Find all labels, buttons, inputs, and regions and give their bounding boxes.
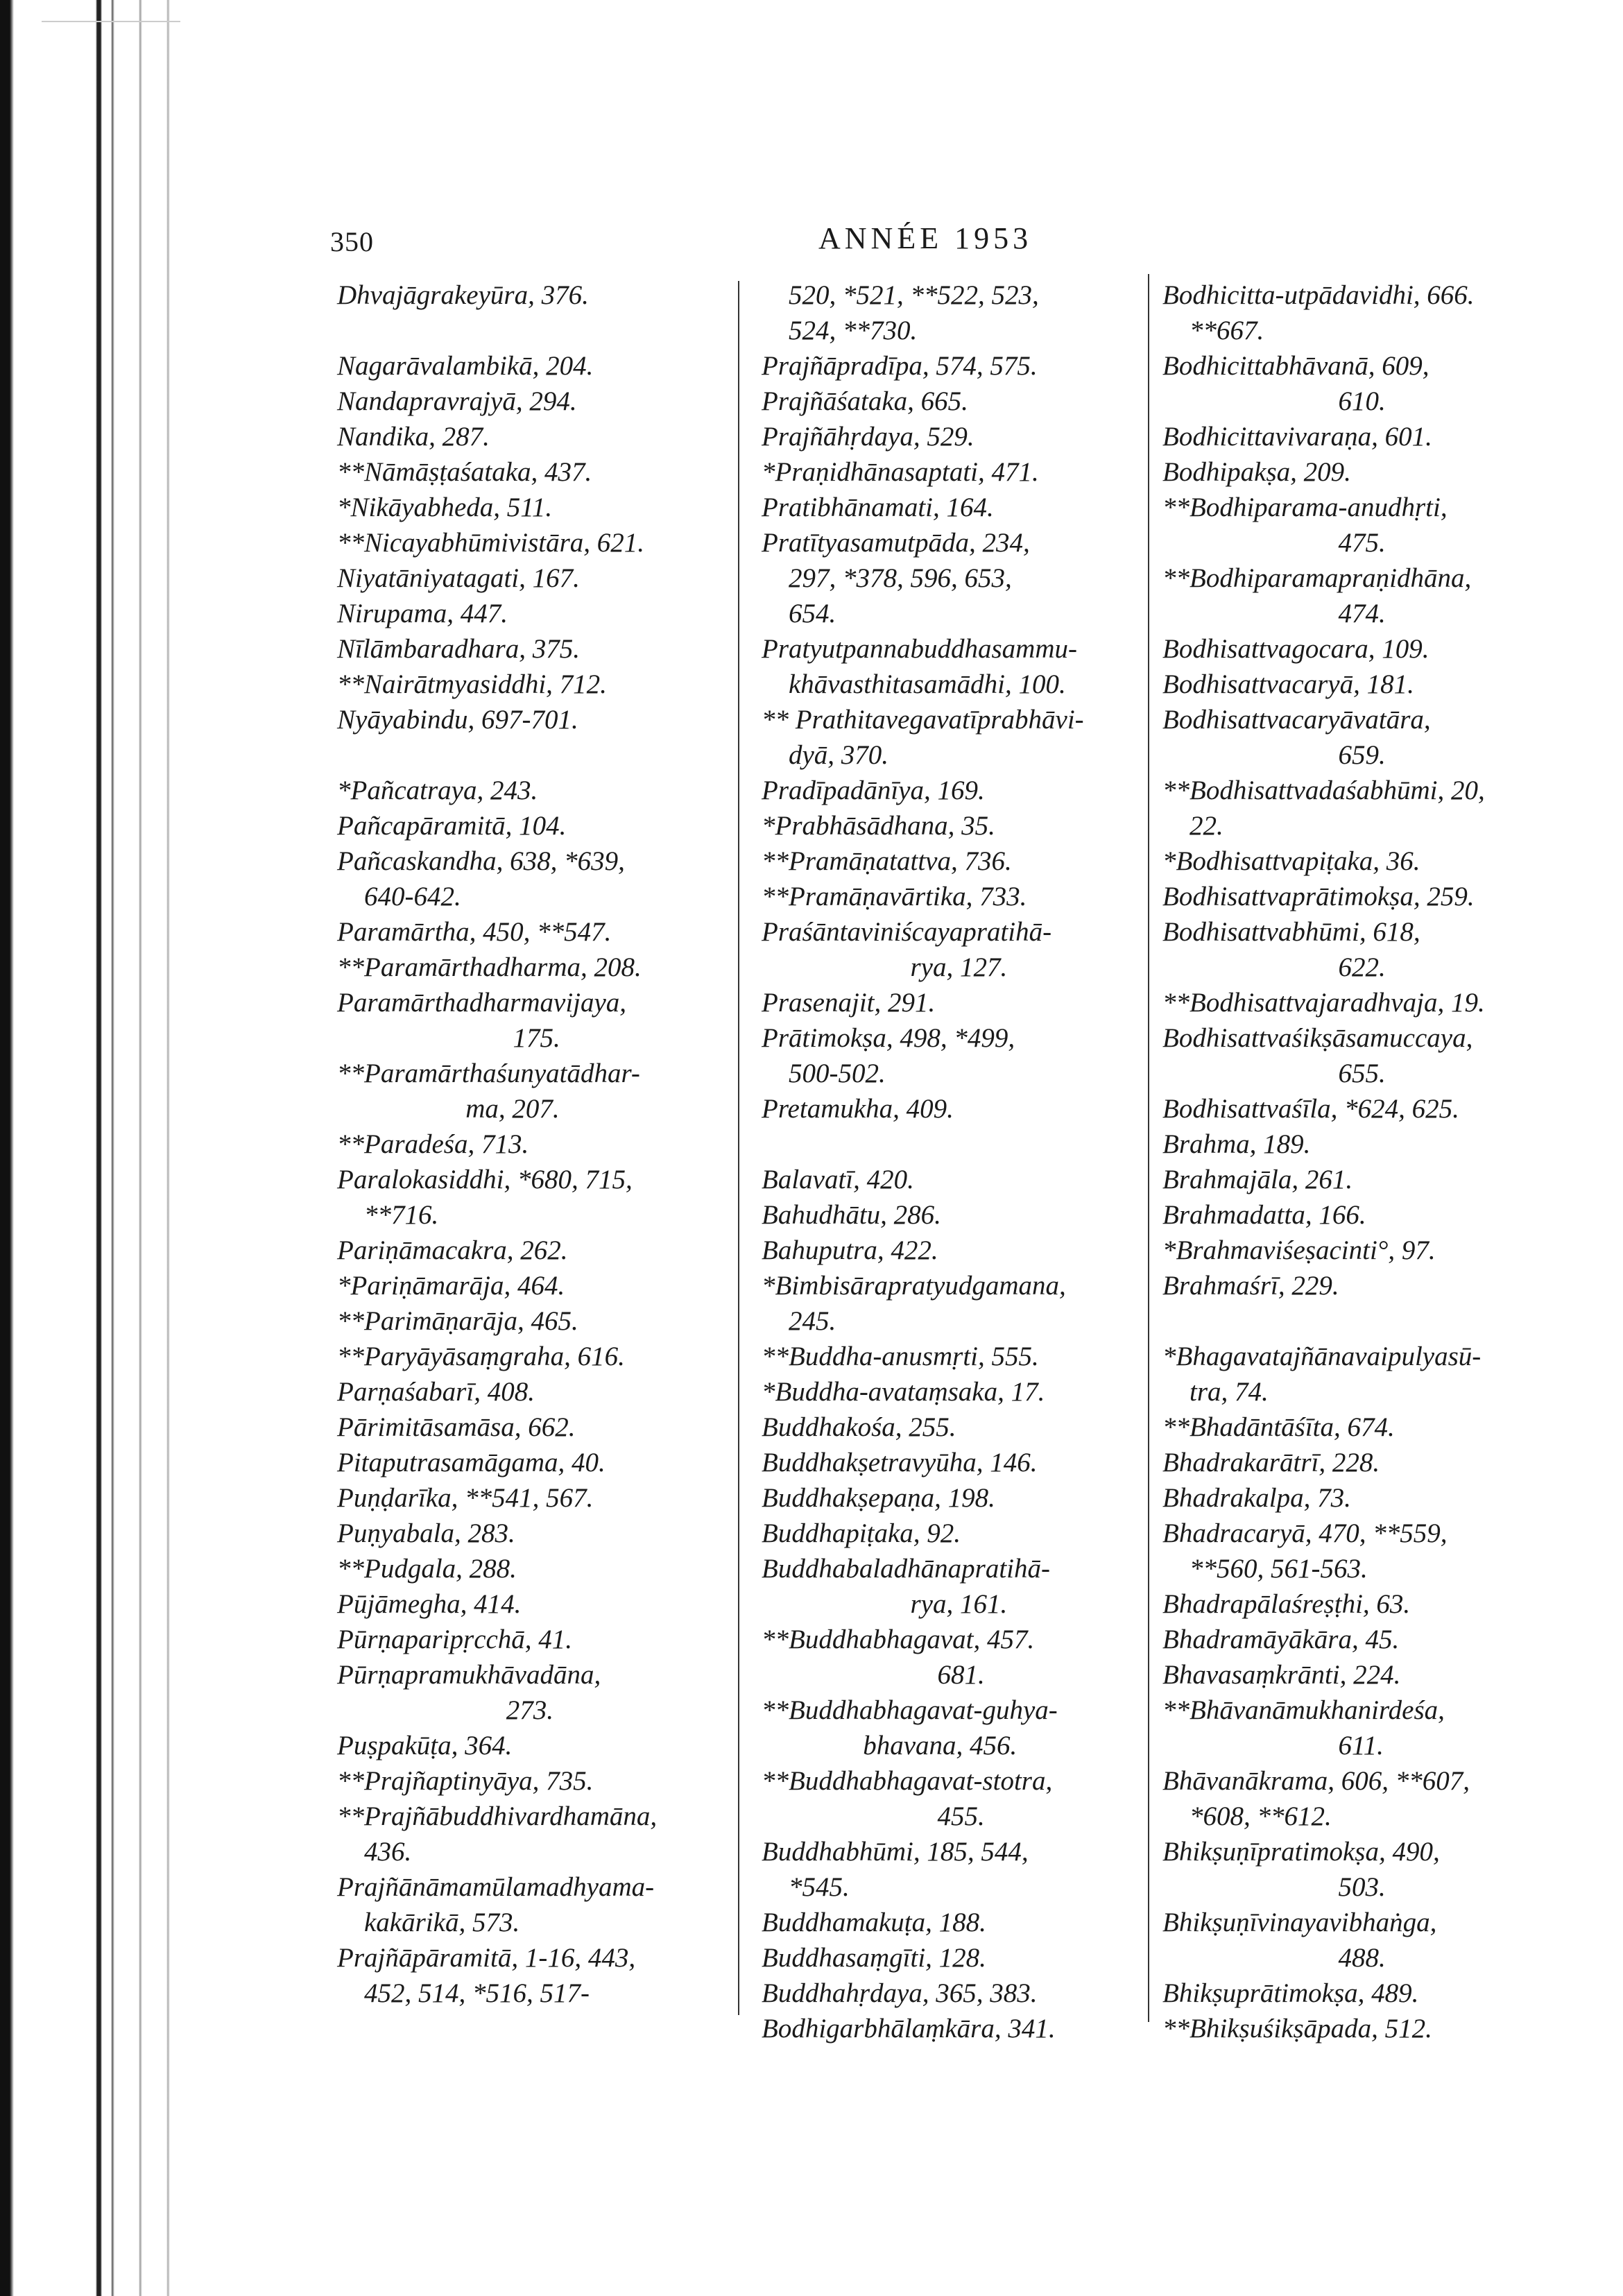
index-entry: Buddhapiṭaka, 92. xyxy=(762,1518,961,1548)
index-entry: Buddhabhūmi, 185, 544, xyxy=(762,1837,1029,1867)
index-entry: Nandapravrajyā, 294. xyxy=(337,386,577,416)
index-entry: **Bodhisattvadaśabhūmi, 20, xyxy=(1162,776,1485,805)
index-entry: Puṇḍarīka, **541, 567. xyxy=(337,1483,594,1513)
running-title: ANNÉE 1953 xyxy=(818,221,1033,255)
index-entry: 245. xyxy=(762,1306,836,1336)
index-entry: *608, **612. xyxy=(1162,1801,1332,1831)
index-entry: Buddhakṣetravyūha, 146. xyxy=(762,1448,1038,1477)
index-entry: Bodhisattvaprātimokṣa, 259. xyxy=(1162,882,1475,911)
index-entry: *Pariṇāmarāja, 464. xyxy=(337,1271,565,1301)
index-entry: **Buddhabhagavat-stotra, xyxy=(762,1766,1053,1796)
index-entry: Bodhisattvaśikṣāsamuccaya, xyxy=(1162,1023,1473,1053)
scan-artifact xyxy=(42,21,180,22)
index-entry: kakārikā, 573. xyxy=(337,1908,520,1937)
section-gap xyxy=(337,737,725,773)
index-entry: 622. xyxy=(1162,952,1386,982)
page-number: 350 xyxy=(330,226,374,257)
index-entry: Pratibhānamati, 164. xyxy=(762,492,994,522)
index-entry: Bhikṣuprātimokṣa, 489. xyxy=(1162,1978,1419,2008)
index-entry: Prātimokṣa, 498, *499, xyxy=(762,1023,1015,1053)
index-entry: 175. xyxy=(337,1023,560,1053)
index-entry: Bahuputra, 422. xyxy=(762,1235,938,1265)
index-entry: 610. xyxy=(1162,386,1386,416)
index-entry: Bodhigarbhālaṃkāra, 341. xyxy=(762,2014,1056,2044)
index-entry: Brahmajāla, 261. xyxy=(1162,1165,1353,1194)
index-entry: Pradīpadānīya, 169. xyxy=(762,776,985,805)
index-entry: Buddhahṛdaya, 365, 383. xyxy=(762,1978,1038,2008)
index-entry: **Nicayabhūmivistāra, 621. xyxy=(337,528,645,558)
index-entry: 611. xyxy=(1162,1731,1384,1760)
index-column-2 xyxy=(762,277,1150,2046)
index-entry: *Prabhāsādhana, 35. xyxy=(762,811,995,841)
index-entry: Bahudhātu, 286. xyxy=(762,1200,941,1230)
index-entry: *Pañcatraya, 243. xyxy=(337,776,538,805)
index-entry: Nirupama, 447. xyxy=(337,599,508,628)
index-entry: Dhvajāgrakeyūra, 376. xyxy=(337,280,589,310)
index-entry: **Paramārthaśunyatādhar- xyxy=(337,1059,640,1088)
index-entry: **Prajñaptinyāya, 735. xyxy=(337,1766,594,1796)
index-entry: rya, 127. xyxy=(762,952,1008,982)
index-entry: **Nairātmyasiddhi, 712. xyxy=(337,669,607,699)
index-entry: Buddhakṣepaṇa, 198. xyxy=(762,1483,995,1513)
index-entry: 474. xyxy=(1162,599,1386,628)
index-entry: *Bimbisārapratyudgamana, xyxy=(762,1271,1066,1301)
index-entry: Bodhisattvabhūmi, 618, xyxy=(1162,917,1420,947)
index-entry: Bodhicitta-utpādavidhi, 666. xyxy=(1162,280,1475,310)
index-entry: **Buddhabhagavat, 457. xyxy=(762,1625,1035,1654)
index-entry: Pitaputrasamāgama, 40. xyxy=(337,1448,606,1477)
index-entry: Parṇaśabarī, 408. xyxy=(337,1377,535,1407)
index-entry: 436. xyxy=(337,1837,412,1867)
index-entry: Bodhicittabhāvanā, 609, xyxy=(1162,351,1429,381)
index-entry: 455. xyxy=(762,1801,985,1831)
index-entry: **Buddhabhagavat-guhya- xyxy=(762,1695,1058,1725)
index-entry: **667. xyxy=(1162,316,1264,345)
index-entry: **Bodhiparamapraṇidhāna, xyxy=(1162,563,1472,593)
index-entry: Buddhabaladhānapratihā- xyxy=(762,1554,1050,1584)
index-entry: **Paradeśa, 713. xyxy=(337,1129,529,1159)
index-entry: 520, *521, **522, 523, xyxy=(762,280,1039,310)
index-entry: tra, 74. xyxy=(1162,1377,1269,1407)
index-entry: **Pramāṇatattva, 736. xyxy=(762,846,1012,876)
index-entry: Praśāntaviniścayapratihā- xyxy=(762,917,1052,947)
index-entry: Pretamukha, 409. xyxy=(762,1094,954,1124)
index-entry: Buddhamakuṭa, 188. xyxy=(762,1908,986,1937)
index-entry: 475. xyxy=(1162,528,1386,558)
index-entry: Paramārtha, 450, **547. xyxy=(337,917,612,947)
index-entry: Pūrṇapramukhāvadāna, xyxy=(337,1660,601,1690)
index-entry: 488. xyxy=(1162,1943,1386,1973)
index-column-3 xyxy=(1162,277,1551,2046)
index-entry: Bhadrakalpa, 73. xyxy=(1162,1483,1351,1513)
index-column-1 xyxy=(337,277,725,2011)
index-entry: **Bhāvanāmukhanirdeśa, xyxy=(1162,1695,1445,1725)
index-entry: 503. xyxy=(1162,1872,1386,1902)
index-entry: Pariṇāmacakra, 262. xyxy=(337,1235,568,1265)
index-entry: *Bodhisattvapiṭaka, 36. xyxy=(1162,846,1420,876)
index-entry: **Bhadāntāśīta, 674. xyxy=(1162,1412,1395,1442)
index-entry: **Bodhisattvajaradhvaja, 19. xyxy=(1162,988,1485,1018)
index-entry: 273. xyxy=(337,1695,553,1725)
index-entry: dyā, 370. xyxy=(762,740,889,770)
index-entry: 22. xyxy=(1162,811,1223,841)
index-entry: Brahma, 189. xyxy=(1162,1129,1311,1159)
index-entry: Prajñāpradīpa, 574, 575. xyxy=(762,351,1038,381)
index-entry: *Bhagavatajñānavaipulyasū- xyxy=(1162,1342,1482,1371)
index-entry: *Buddha-avataṃsaka, 17. xyxy=(762,1377,1045,1407)
index-entry: Niyatāniyatagati, 167. xyxy=(337,563,580,593)
index-entry: **Nāmāṣṭaśataka, 437. xyxy=(337,457,592,487)
index-entry: Paralokasiddhi, *680, 715, xyxy=(337,1165,633,1194)
index-entry: Bodhisattvaśīla, *624, 625. xyxy=(1162,1094,1459,1124)
index-entry: Prajñānāmamūlamadhyama- xyxy=(337,1872,655,1902)
index-entry: khāvasthitasamādhi, 100. xyxy=(762,669,1066,699)
index-entry: 524, **730. xyxy=(762,316,918,345)
column-divider xyxy=(738,281,739,2015)
index-entry: rya, 161. xyxy=(762,1589,1008,1619)
index-entry: Bhadramāyākāra, 45. xyxy=(1162,1625,1400,1654)
index-entry: Bodhipakṣa, 209. xyxy=(1162,457,1351,487)
index-entry: Bodhisattvacaryāvatāra, xyxy=(1162,705,1431,735)
index-entry: **Parimāṇarāja, 465. xyxy=(337,1306,578,1336)
index-entry: Puṣpakūṭa, 364. xyxy=(337,1731,513,1760)
index-entry: 452, 514, *516, 517- xyxy=(337,1978,590,2008)
index-entry: Buddhasaṃgīti, 128. xyxy=(762,1943,986,1973)
index-entry: **Pudgala, 288. xyxy=(337,1554,517,1584)
index-entry: 640-642. xyxy=(337,882,461,911)
index-entry: ** Prathitavegavatīprabhāvi- xyxy=(762,705,1084,735)
index-entry: *Nikāyabheda, 511. xyxy=(337,492,553,522)
index-entry: Nyāyabindu, 697-701. xyxy=(337,705,578,735)
index-entry: bhavana, 456. xyxy=(762,1731,1017,1760)
index-entry: 654. xyxy=(762,599,836,628)
index-entry: Prajñāhṛdaya, 529. xyxy=(762,422,974,452)
index-entry: Bhavasaṃkrānti, 224. xyxy=(1162,1660,1401,1690)
section-gap xyxy=(1162,1303,1551,1339)
index-entry: **Prajñābuddhivardhamāna, xyxy=(337,1801,658,1831)
index-entry: Buddhakośa, 255. xyxy=(762,1412,956,1442)
index-entry: Paramārthadharmavijaya, xyxy=(337,988,627,1018)
index-entry: 681. xyxy=(762,1660,985,1690)
index-entry: Bhikṣuṇīvinayavibhaṅga, xyxy=(1162,1908,1437,1937)
index-entry: ma, 207. xyxy=(337,1094,560,1124)
index-entry: **Paramārthadharma, 208. xyxy=(337,952,642,982)
index-entry: Bhadracaryā, 470, **559, xyxy=(1162,1518,1448,1548)
index-entry: Pratītyasamutpāda, 234, xyxy=(762,528,1030,558)
section-gap xyxy=(337,313,725,348)
index-entry: Brahmaśrī, 229. xyxy=(1162,1271,1339,1301)
index-entry: Prasenajit, 291. xyxy=(762,988,936,1018)
index-entry: Bhadrapālaśreṣṭhi, 63. xyxy=(1162,1589,1411,1619)
index-entry: Balavatī, 420. xyxy=(762,1165,914,1194)
index-entry: Bhikṣuṇīpratimokṣa, 490, xyxy=(1162,1837,1440,1867)
index-entry: 297, *378, 596, 653, xyxy=(762,563,1012,593)
index-entry: 655. xyxy=(1162,1059,1386,1088)
index-entry: Prajñāpāramitā, 1-16, 443, xyxy=(337,1943,636,1973)
index-entry: Bhāvanākrama, 606, **607, xyxy=(1162,1766,1470,1796)
index-entry: 659. xyxy=(1162,740,1386,770)
index-entry: Bodhicittavivaraṇa, 601. xyxy=(1162,422,1432,452)
index-entry: **560, 561-563. xyxy=(1162,1554,1368,1584)
index-entry: *Praṇidhānasaptati, 471. xyxy=(762,457,1039,487)
binding-edge xyxy=(0,0,42,2296)
index-entry: *Brahmaviśeṣacinti°, 97. xyxy=(1162,1235,1436,1265)
index-entry: Pārimitāsamāsa, 662. xyxy=(337,1412,576,1442)
index-entry: Pūjāmegha, 414. xyxy=(337,1589,522,1619)
index-entry: **716. xyxy=(337,1200,439,1230)
index-entry: Prajñāśataka, 665. xyxy=(762,386,968,416)
index-entry: **Bhikṣuśikṣāpada, 512. xyxy=(1162,2014,1432,2044)
index-entry: Brahmadatta, 166. xyxy=(1162,1200,1366,1230)
index-entry: *545. xyxy=(762,1872,850,1902)
index-entry: 500-502. xyxy=(762,1059,886,1088)
index-entry: Puṇyabala, 283. xyxy=(337,1518,515,1548)
index-entry: Pūrṇaparipṛcchā, 41. xyxy=(337,1625,573,1654)
index-entry: Bodhisattvacaryā, 181. xyxy=(1162,669,1414,699)
index-entry: Pratyutpannabuddhasammu- xyxy=(762,634,1077,664)
index-entry: **Bodhiparama-anudhṛti, xyxy=(1162,492,1448,522)
index-entry: Pañcapāramitā, 104. xyxy=(337,811,567,841)
index-entry: Bodhisattvagocara, 109. xyxy=(1162,634,1429,664)
index-entry: Bhadrakarātrī, 228. xyxy=(1162,1448,1380,1477)
index-entry: Pañcaskandha, 638, *639, xyxy=(337,846,625,876)
index-entry: Nīlāmbaradhara, 375. xyxy=(337,634,580,664)
index-entry: **Buddha-anusmṛti, 555. xyxy=(762,1342,1039,1371)
index-entry: **Paryāyāsaṃgraha, 616. xyxy=(337,1342,625,1371)
index-entry: **Pramāṇavārtika, 733. xyxy=(762,882,1027,911)
index-entry: Nagarāvalambikā, 204. xyxy=(337,351,594,381)
index-entry: Nandika, 287. xyxy=(337,422,490,452)
section-gap xyxy=(762,1126,1150,1162)
